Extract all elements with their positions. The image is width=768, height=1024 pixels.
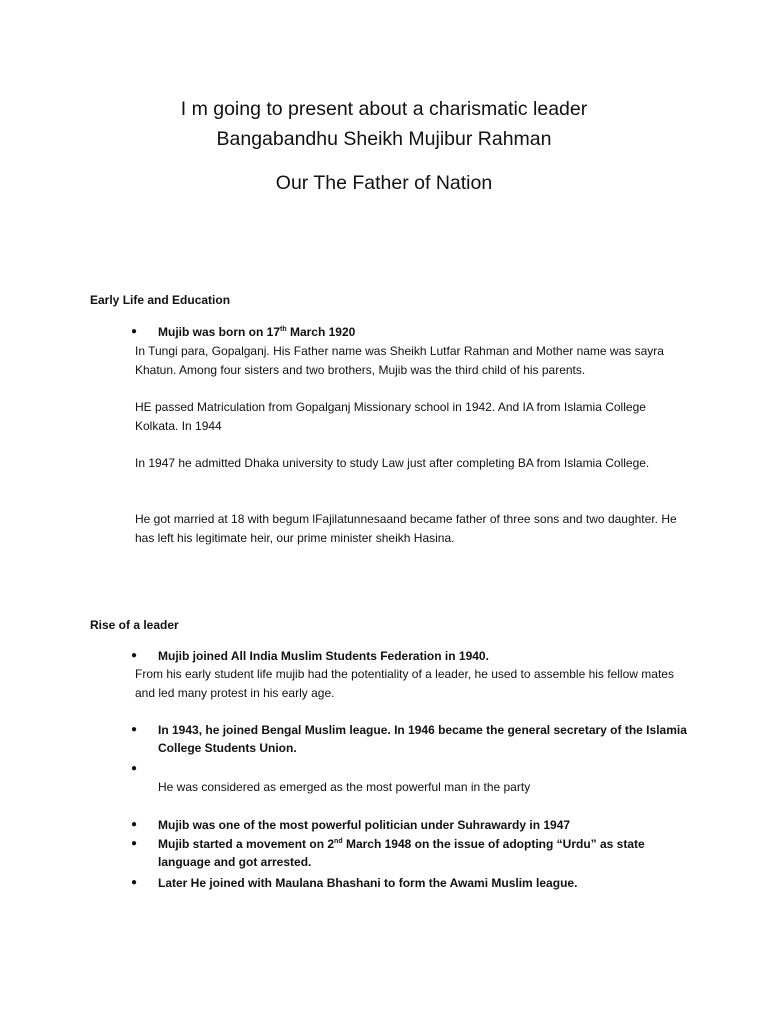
bullet-dot: ● bbox=[131, 819, 138, 830]
bullet-dot: ● bbox=[131, 877, 138, 888]
title-line-2: Bangabandhu Sheikh Mujibur Rahman bbox=[216, 128, 552, 150]
paragraph-student-life: From his early student life mujib had the potentiality of a leader, he used to assemble his fellow mates and led many protest in his early age. bbox=[135, 667, 674, 700]
bullet-dot: ● bbox=[131, 763, 138, 774]
paragraph-marriage: He got married at 18 with begum lFajilatunnesaand became father of three sons and two daughter. He has left his legitimate heir, our prime minister sheikh Hasina. bbox=[135, 512, 677, 545]
bullet-dot: ● bbox=[131, 724, 138, 735]
bullet-awami-league: ● Later He joined with Maulana Bhashani to form the Awami Muslim league. bbox=[131, 876, 578, 890]
section-heading-early-life: Early Life and Education bbox=[90, 293, 231, 307]
title-line-3: Our The Father of Nation bbox=[275, 172, 493, 194]
bullet-dot: ● bbox=[131, 838, 138, 849]
paragraph-birthplace: In Tungi para, Gopalganj. His Father name was Sheikh Lutfar Rahman and Mother name was sayra Khatun. Among four sisters and two brothers, Mujib was the third child of his parents. bbox=[135, 344, 664, 377]
paragraph-university: In 1947 he admitted Dhaka university to study Law just after completing BA from Islamia College. bbox=[135, 456, 650, 470]
title-line-1: I m going to present about a charismatic leader bbox=[180, 98, 588, 120]
bullet-suhrawardy: ● Mujib was one of the most powerful politician under Suhrawardy in 1947 bbox=[131, 818, 571, 832]
bullet-dot: ● bbox=[131, 326, 138, 337]
paragraph-education: HE passed Matriculation from Gopalganj Missionary school in 1942. And IA from Islamia College Kolkata. In 1944 bbox=[135, 400, 646, 433]
section-heading-rise-of-leader: Rise of a leader bbox=[90, 618, 179, 632]
bullet-born: ● Mujib was born on 17th March 1920 bbox=[131, 325, 356, 339]
bullet-federation: ● Mujib joined All India Muslim Students Federation in 1940. bbox=[131, 649, 489, 663]
bullet-urdu-movement: ● Mujib started a movement on 2nd March 1948 on the issue of adopting “Urdu” as state language and got arrested. bbox=[131, 837, 645, 869]
bullet-bengal-league: ● In 1943, he joined Bengal Muslim league. In 1946 became the general secretary of the Islamia College Students Union. bbox=[131, 723, 687, 755]
paragraph-powerful-man: He was considered as emerged as the most powerful man in the party bbox=[158, 780, 531, 794]
document-title bbox=[0, 94, 768, 198]
bullet-dot: ● bbox=[131, 650, 138, 661]
